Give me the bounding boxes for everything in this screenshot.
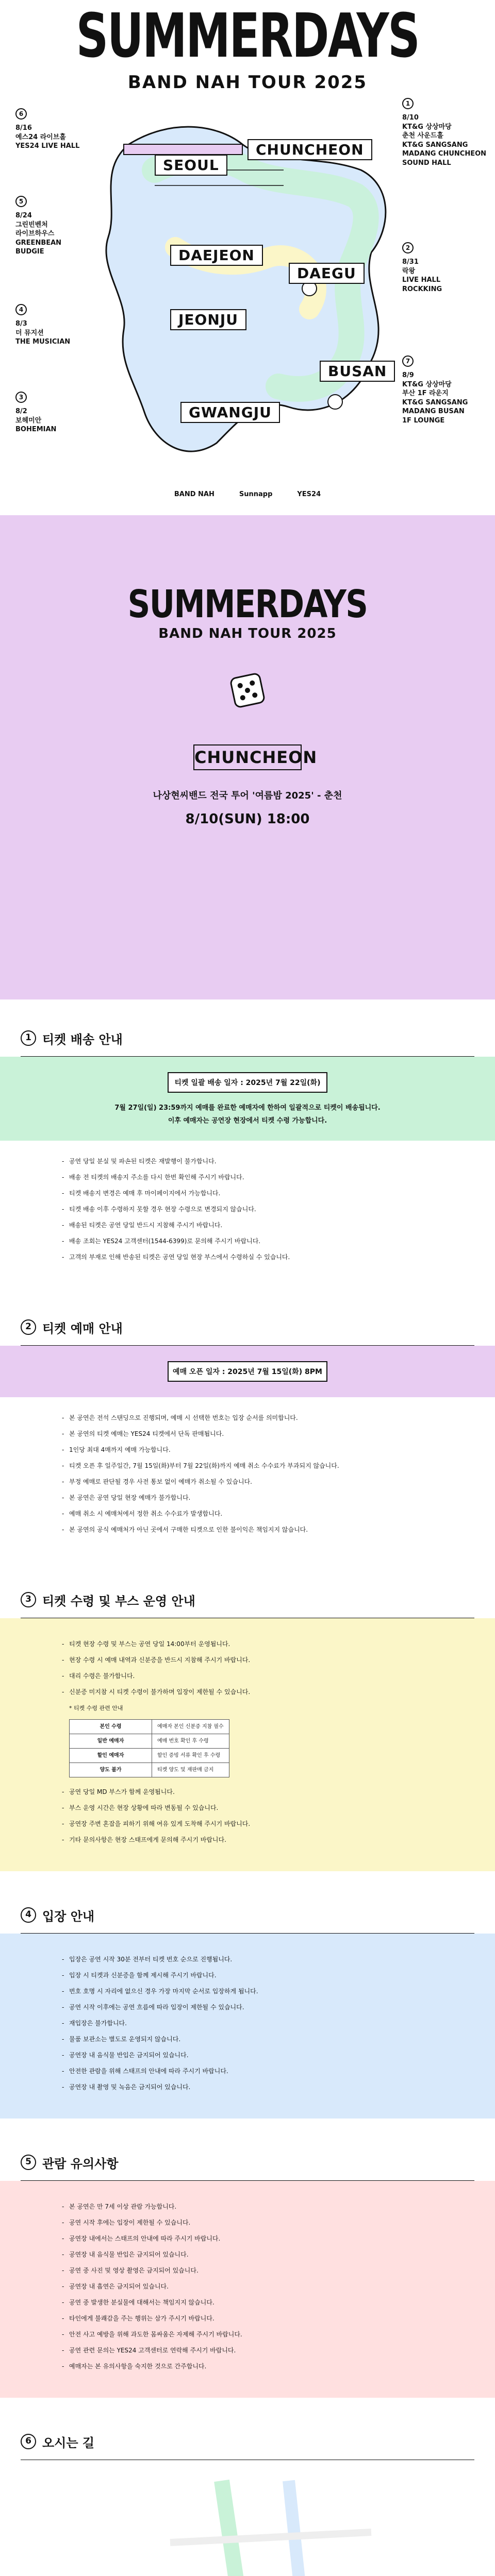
logo-yes24: YES24	[297, 490, 321, 498]
stop-venue-en: BOHEMIAN	[15, 426, 57, 434]
stop-number: 6	[15, 108, 27, 120]
show-poster	[0, 515, 495, 999]
list-item: - 기타 문의사항은 현장 스태프에게 문의해 주시기 바랍니다.	[62, 1835, 433, 1845]
list-item: - 부정 예매로 판단될 경우 사전 통보 없이 예매가 취소될 수 있습니다.	[62, 1477, 433, 1487]
sponsor-logos	[0, 490, 495, 498]
table-cell: 할인 예매자	[70, 1749, 152, 1763]
section-header	[0, 1309, 495, 1345]
stop-date: 8/9	[402, 371, 414, 379]
list-item: - 입장은 공연 시작 30분 전부터 티켓 번호 순으로 진행됩니다.	[62, 1954, 433, 1965]
city-jeonju: JEONJU	[170, 309, 246, 330]
table-cell: 양도 불가	[70, 1763, 152, 1777]
stop-venue-en: KT&G SANGSANG	[402, 141, 468, 149]
list-item: - 배송된 티켓은 공연 당일 반드시 지참해 주시기 바랍니다.	[62, 1220, 433, 1231]
list-item: - 공연 관련 문의는 YES24 고객센터로 연락해 주시기 바랍니다.	[62, 2345, 433, 2356]
stop-venue-ko: 춘천 사운드홀	[402, 132, 443, 140]
list-item: - 예매자는 본 유의사항을 숙지한 것으로 간주합니다.	[62, 2361, 433, 2372]
hero-tour-map	[0, 0, 495, 515]
list-item: - 안전한 관람을 위해 스태프의 안내에 따라 주시기 바랍니다.	[62, 2066, 433, 2077]
list-item: - 공연장 내 음식물 반입은 금지되어 있습니다.	[62, 2249, 433, 2260]
hero-subtitle: BAND NAH TOUR 2025	[127, 72, 368, 93]
stop-venue-ko: KT&G 상상마당	[402, 380, 452, 388]
list-item: - 공연 시작 후에는 입장이 제한될 수 있습니다.	[62, 2217, 433, 2228]
section-notice	[0, 2144, 495, 2398]
list-item: - 본 공연의 티켓 예매는 YES24 티켓에서 단독 판매됩니다.	[62, 1429, 433, 1439]
stop-venue-ko: 그린빈벤처	[15, 221, 48, 229]
city-seoul: SEOUL	[155, 155, 227, 176]
section-delivery	[0, 1020, 495, 1283]
delivery-notes	[0, 1141, 495, 1283]
list-item: - 본 공연의 공식 예매처가 아닌 곳에서 구매한 티켓으로 인한 불이익은 책임지지 않습니다.	[62, 1524, 433, 1535]
stop-date: 8/24	[15, 212, 32, 219]
section-number: 4	[21, 1907, 36, 1923]
list-item: - 재입장은 불가합니다.	[62, 2018, 433, 2029]
stop-number: 4	[15, 304, 27, 315]
logo-sunnapp: Sunnapp	[239, 490, 273, 498]
list-item: - 번호 호명 시 자리에 없으신 경우 가장 마지막 순서로 입장하게 됩니다.	[62, 1986, 433, 1997]
list-item: - 안전 사고 예방을 위해 과도한 몸싸움은 자제해 주시기 바랍니다.	[62, 2329, 433, 2340]
list-item: - 물품 보관소는 별도로 운영되지 않습니다.	[62, 2034, 433, 2045]
list-item: - 티켓 오픈 후 일주일간, 7월 15일(화)부터 7월 22일(화)까지 예매 취소 수수료가 부과되지 않습니다.	[62, 1461, 433, 1471]
stop-date: 8/10	[402, 114, 419, 122]
lead-line: 이후 예매자는 공연장 현장에서 티켓 수령 가능합니다.	[168, 1116, 327, 1125]
section-number: 1	[21, 1030, 36, 1046]
list-item: - 대리 수령은 불가합니다.	[62, 1671, 433, 1682]
section-title: 입장 안내	[42, 1909, 95, 1924]
poster-city: CHUNCHEON	[193, 744, 302, 770]
list-item: - 공연장 내 촬영 및 녹음은 금지되어 있습니다.	[62, 2082, 433, 2093]
delivery-banner	[0, 1057, 495, 1141]
section-number: 3	[21, 1592, 36, 1607]
list-item: - 배송 전 티켓의 배송지 주소를 다시 한번 확인해 주시기 바랍니다.	[62, 1172, 433, 1183]
list-item: - 티켓 배송지 변경은 예매 후 마이페이지에서 가능합니다.	[62, 1188, 433, 1199]
stop-venue-en: GREENBEAN	[15, 239, 62, 247]
list-item: - 현장 수령 시 예매 내역과 신분증을 반드시 지참해 주시기 바랍니다.	[62, 1655, 433, 1666]
list-item: - 공연 중 사진 및 영상 촬영은 금지되어 있습니다.	[62, 2265, 433, 2276]
stop-venue-ko: 라이브하우스	[15, 230, 55, 238]
list-item: - 티켓 배송 이후 수령하지 못할 경우 현장 수령으로 변경되지 않습니다.	[62, 1204, 433, 1215]
stop-venue-en: MADANG BUSAN	[402, 408, 465, 416]
table-row	[70, 1749, 229, 1763]
stop-venue-ko: 더 뮤지션	[15, 329, 44, 337]
stop-jeonju	[15, 304, 70, 347]
dice-icon	[229, 672, 266, 708]
section-entry	[0, 1897, 495, 2119]
stop-date: 8/2	[15, 408, 27, 415]
stop-seoul	[15, 108, 79, 151]
section-pickup	[0, 1582, 495, 1871]
stop-gwangju	[15, 392, 56, 434]
stop-venue-en: KT&G SANGSANG	[402, 398, 468, 406]
list-item: - 공연 시작 이후에는 공연 흐름에 따라 입장이 제한될 수 있습니다.	[62, 2002, 433, 2013]
stop-number: 3	[15, 392, 27, 403]
city-daejeon: DAEJEON	[170, 245, 263, 266]
list-item: - 공연장 주변 혼잡을 피하기 위해 여유 있게 도착해 주시기 바랍니다.	[62, 1819, 433, 1829]
stop-date: 8/16	[15, 124, 32, 132]
section-number: 6	[21, 2434, 36, 2449]
section-booking	[0, 1309, 495, 1556]
booking-notes	[0, 1397, 495, 1556]
table-row	[70, 1720, 229, 1734]
table-cell: 예매 번호 확인 후 수령	[152, 1734, 229, 1749]
hero-title: SUMMERDAYS	[76, 0, 419, 71]
list-item: - 1인당 최대 4매까지 예매 가능합니다.	[62, 1445, 433, 1455]
city-daegu: DAEGU	[289, 263, 365, 284]
delivery-date-pill: 티켓 일괄 배송 일자 : 2025년 7월 22일(화)	[168, 1072, 327, 1093]
list-item: - 공연 당일 MD 부스가 함께 운영됩니다.	[62, 1787, 433, 1798]
stop-number: 1	[402, 98, 414, 109]
stop-venue-ko: KT&G 상상마당	[402, 123, 452, 131]
section-title: 티켓 배송 안내	[42, 1032, 123, 1047]
poster-show-name: 나상현씨밴드 전국 투어 '여름밤 2025' - 춘천	[153, 790, 342, 801]
table-cell: 티켓 양도 및 재판매 금지	[152, 1763, 229, 1777]
stop-venue-ko: 부산 1F 라운지	[402, 389, 449, 398]
stop-busan	[402, 355, 468, 425]
list-item: - 배송 조회는 YES24 고객센터(1544-6399)로 문의해 주시기 바랍니다.	[62, 1236, 433, 1247]
poster-subtitle: BAND NAH TOUR 2025	[158, 626, 337, 641]
list-item: - 신분증 미지참 시 티켓 수령이 불가하며 입장이 제한될 수 있습니다.	[62, 1687, 433, 1698]
table-cell: 예매자 본인 신분증 지참 필수	[152, 1720, 229, 1734]
list-item: - 예매 취소 시 예매처에서 정한 취소 수수료가 발생합니다.	[62, 1509, 433, 1519]
list-item: - 본 공연은 공연 당일 현장 예매가 불가합니다.	[62, 1493, 433, 1503]
table-cell: 할인 증빙 서류 확인 후 수령	[152, 1749, 229, 1763]
location-map	[0, 2460, 495, 2576]
stop-venue-ko: 락왕	[402, 267, 416, 275]
stop-daejeon	[15, 196, 61, 257]
list-item: - 공연 중 발생한 분실물에 대해서는 책임지지 않습니다.	[62, 2297, 433, 2308]
list-item: - 티켓 현장 수령 및 부스는 공연 당일 14:00부터 운영됩니다.	[62, 1639, 433, 1650]
stop-venue-en: LIVE HALL	[402, 276, 441, 284]
section-number: 2	[21, 1319, 36, 1335]
section-title: 티켓 예매 안내	[42, 1321, 123, 1336]
stop-venue-en: ROCKKING	[402, 285, 442, 293]
list-item: - 공연장 내에서는 스태프의 안내에 따라 주시기 바랍니다.	[62, 2233, 433, 2244]
section-header	[0, 2424, 495, 2460]
section-title: 관람 유의사항	[42, 2156, 119, 2171]
fare-note: * 티켓 수령 관련 안내	[69, 1705, 123, 1712]
stop-venue-en: THE MUSICIAN	[15, 338, 71, 346]
city-gwangju: GWANGJU	[180, 402, 280, 423]
poster-datetime: 8/10(SUN) 18:00	[185, 811, 310, 827]
list-item: - 공연장 내 음식물 반입은 금지되어 있습니다.	[62, 2050, 433, 2061]
section-header	[0, 1897, 495, 1933]
logo-bandnah: BAND NAH	[174, 490, 214, 498]
stop-venue-en: MADANG CHUNCHEON	[402, 150, 487, 158]
stop-venue-en: BUDGIE	[15, 248, 44, 256]
entry-notes	[0, 1934, 495, 2119]
list-item: - 공연장 내 흡연은 금지되어 있습니다.	[62, 2281, 433, 2292]
list-item: - 공연 당일 분실 및 파손된 티켓은 재발행이 불가합니다.	[62, 1156, 433, 1167]
pickup-table	[69, 1719, 229, 1777]
stop-date: 8/3	[15, 320, 27, 328]
list-item: - 고객의 부재로 인해 반송된 티켓은 공연 당일 현장 부스에서 수령하실 수 있습니다.	[62, 1252, 433, 1263]
table-cell: 일반 예매자	[70, 1734, 152, 1749]
booking-banner	[0, 1346, 495, 1397]
section-number: 5	[21, 2155, 36, 2170]
list-item: - 타인에게 불쾌감을 주는 행위는 삼가 주시기 바랍니다.	[62, 2313, 433, 2324]
stop-daegu	[402, 242, 442, 294]
delivery-lead	[0, 1102, 495, 1127]
notice-notes	[0, 2181, 495, 2398]
city-busan: BUSAN	[320, 361, 395, 382]
table-row	[70, 1734, 229, 1749]
lead-line: 7월 27일(일) 23:59까지 예매를 완료한 예매자에 한하여 일괄적으로 티켓이 배송됩니다.	[114, 1104, 381, 1112]
section-title: 티켓 수령 및 부스 운영 안내	[42, 1594, 195, 1608]
stop-venue-ko: 예스24 라이브홀	[15, 133, 66, 141]
table-row	[70, 1763, 229, 1777]
stop-venue-ko: 보헤미안	[15, 416, 42, 425]
section-header	[0, 1020, 495, 1056]
venue-map-graphic	[0, 2460, 495, 2576]
stop-chuncheon	[402, 98, 486, 167]
table-cell: 본인 수령	[70, 1720, 152, 1734]
stop-number: 7	[402, 355, 414, 367]
poster-title: SUMMERDAYS	[127, 582, 368, 626]
city-chuncheon: CHUNCHEON	[248, 139, 372, 160]
section-header	[0, 2144, 495, 2180]
section-location	[0, 2424, 495, 2576]
section-title: 오시는 길	[42, 2435, 95, 2450]
stop-number: 5	[15, 196, 27, 207]
stop-venue-en: SOUND HALL	[402, 159, 451, 167]
stop-venue-en: YES24 LIVE HALL	[15, 142, 80, 150]
section-header	[0, 1582, 495, 1618]
list-item: - 입장 시 티켓과 신분증을 함께 제시해 주시기 바랍니다.	[62, 1970, 433, 1981]
pickup-notes	[0, 1618, 495, 1871]
stop-date: 8/31	[402, 258, 419, 266]
booking-date-pill: 예매 오픈 일자 : 2025년 7월 15일(화) 8PM	[168, 1361, 327, 1382]
stop-number: 2	[402, 242, 414, 253]
list-item: - 본 공연은 만 7세 이상 관람 가능합니다.	[62, 2201, 433, 2212]
list-item: - 부스 운영 시간은 현장 상황에 따라 변동될 수 있습니다.	[62, 1803, 433, 1814]
stop-venue-en: 1F LOUNGE	[402, 416, 445, 425]
list-item: - 본 공연은 전석 스탠딩으로 진행되며, 예매 시 선택한 번호는 입장 순서를 의미합니다.	[62, 1413, 433, 1423]
